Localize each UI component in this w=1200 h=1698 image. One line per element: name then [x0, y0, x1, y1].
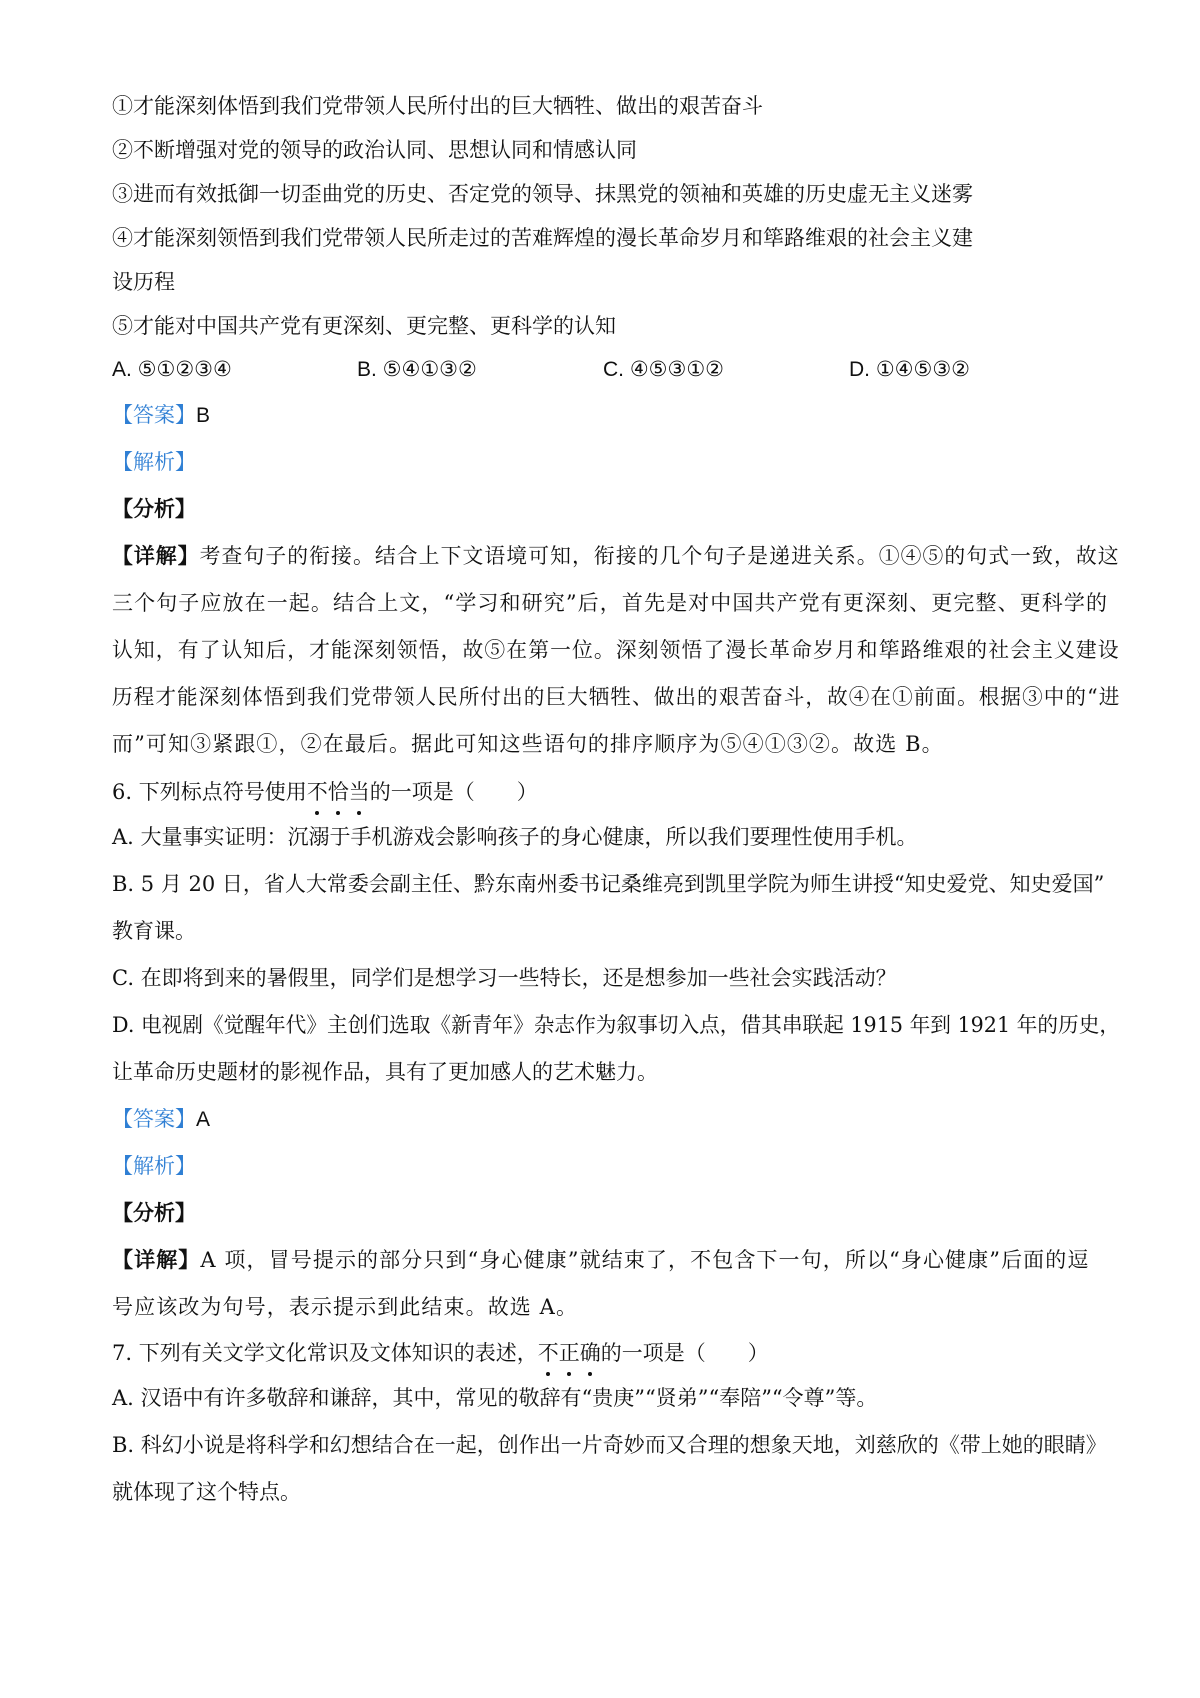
- q5-jiexi-label: 【解析】: [112, 450, 196, 474]
- q7-stem: [112, 1338, 769, 1368]
- emphasis-char: 确: [580, 1338, 601, 1368]
- answer-label: 【答案】: [112, 403, 196, 427]
- emphasis-char: 当: [349, 777, 370, 807]
- q6-detail-line-1: [112, 1245, 1090, 1275]
- q6-option-c: C. 在即将到来的暑假里，同学们是想学习一些特长，还是想参加一些社会实践活动？: [112, 966, 897, 990]
- q5-option-a: A. ⑤①②③④: [112, 358, 232, 381]
- q6-detail-line-2: 号应该改为句号，表示提示到此结束。故选 A。: [112, 1295, 579, 1319]
- sentence-2: ②不断增强对党的领导的政治认同、思想认同和情感认同: [112, 138, 637, 162]
- q7-option-b-line-1: B. 科幻小说是将科学和幻想结合在一起，创作出一片奇妙而又合理的想象天地，刘慈欣的《带上她的眼睛》: [112, 1433, 1107, 1457]
- q6-stem-before: 6. 下列标点符号使用: [112, 780, 307, 804]
- q7-option-a: A. 汉语中有许多敬辞和谦辞，其中，常见的敬辞有“贵庚”“贤弟”“奉陪”“令尊”等。: [112, 1386, 878, 1410]
- q6-stem-after: 的一项是（ ）: [369, 780, 538, 804]
- answer-value: A: [196, 1108, 211, 1131]
- q6-option-d-line-1: D. 电视剧《觉醒年代》主创们选取《新青年》杂志作为叙事切入点，借其串联起 1915 年到 1921 年的历史，: [112, 1013, 1121, 1037]
- emphasis-char: 正: [559, 1338, 580, 1368]
- q5-option-b: B. ⑤④①③②: [357, 358, 477, 381]
- q6-option-b-line-2: 教育课。: [112, 919, 196, 943]
- detail-text: 考查句子的衔接。结合上下文语境可知，衔接的几个句子是递进关系。①④⑤的句式一致，故这: [199, 544, 1120, 568]
- sentence-4-line-1: ④才能深刻领悟到我们党带领人民所走过的苦难辉煌的漫长革命岁月和筚路维艰的社会主义建: [112, 226, 973, 250]
- detail-label: 【详解】: [112, 544, 200, 568]
- q5-fenxi-label: 【分析】: [112, 497, 196, 521]
- q5-detail-line-5: 而”可知③紧跟①，②在最后。据此可知这些语句的排序顺序为⑤④①③②。故选 B。: [112, 732, 944, 756]
- q6-fenxi-label: 【分析】: [112, 1201, 196, 1225]
- emphasis-char: 恰: [328, 777, 349, 807]
- q6-answer: [112, 1104, 210, 1135]
- q5-option-d: D. ①④⑤③②: [849, 358, 970, 381]
- q6-option-b-line-1: B. 5 月 20 日，省人大常委会副主任、黔东南州委书记桑维亮到凯里学院为师生讲授“知史爱党、知史爱国”: [112, 872, 1105, 896]
- q7-stem-after: 的一项是（ ）: [600, 1341, 769, 1365]
- q5-option-c: C. ④⑤③①②: [603, 358, 724, 381]
- emphasis-char: 不: [307, 777, 328, 807]
- q5-detail-line-3: 认知，有了认知后，才能深刻领悟，故⑤在第一位。深刻领悟了漫长革命岁月和筚路维艰的社会主义建设: [112, 638, 1120, 662]
- q6-jiexi-label: 【解析】: [112, 1154, 196, 1178]
- sentence-1: ①才能深刻体悟到我们党带领人民所付出的巨大牺牲、做出的艰苦奋斗: [112, 94, 763, 118]
- q7-stem-before: 7. 下列有关文学文化常识及文体知识的表述，: [112, 1341, 538, 1365]
- q6-option-d-line-2: 让革命历史题材的影视作品，具有了更加感人的艺术魅力。: [112, 1060, 658, 1084]
- q7-option-b-line-2: 就体现了这个特点。: [112, 1480, 301, 1504]
- detail-label: 【详解】: [112, 1248, 201, 1272]
- q5-detail-line-4: 历程才能深刻体悟到我们党带领人民所付出的巨大牺牲、做出的艰苦奋斗，故④在①前面。根据③中的“进: [112, 685, 1121, 709]
- q5-answer: [112, 400, 210, 431]
- q6-stem: [112, 777, 538, 807]
- q5-detail-line-2: 三个句子应放在一起。结合上文，“学习和研究”后，首先是对中国共产党有更深刻、更完整、更科学的: [112, 591, 1109, 615]
- emphasis-char: 不: [538, 1338, 559, 1368]
- sentence-4-line-2: 设历程: [112, 270, 175, 294]
- sentence-5: ⑤才能对中国共产党有更深刻、更完整、更科学的认知: [112, 314, 616, 338]
- answer-value: B: [196, 404, 211, 427]
- detail-text: A 项，冒号提示的部分只到“身心健康”就结束了，不包含下一句，所以“身心健康”后面的逗: [200, 1248, 1090, 1272]
- q5-detail-line-1: [112, 541, 1120, 571]
- answer-label: 【答案】: [112, 1107, 196, 1131]
- q6-option-a: A. 大量事实证明：沉溺于手机游戏会影响孩子的身心健康，所以我们要理性使用手机。: [112, 825, 918, 849]
- sentence-3: ③进而有效抵御一切歪曲党的历史、否定党的领导、抹黑党的领袖和英雄的历史虚无主义迷雾: [112, 182, 973, 206]
